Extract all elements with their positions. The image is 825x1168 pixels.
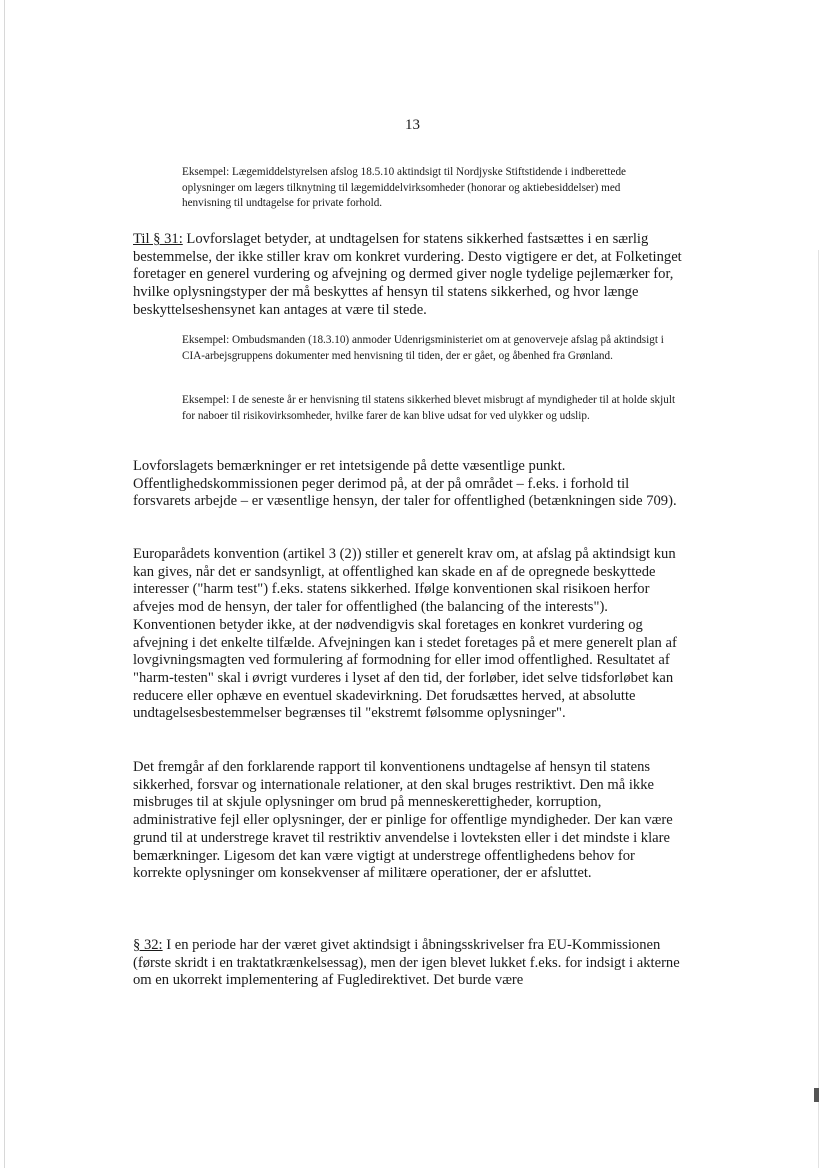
section-31-reference: Til § 31: — [133, 231, 183, 247]
scan-edge-right — [818, 250, 819, 1168]
page-number: 13 — [405, 117, 420, 133]
paragraph-council-of-europe: Europarådets konvention (artikel 3 (2)) stiller et generelt krav om, at afslag på aktindsigt kun kan gives, når det er sandsynligt, at offentlighed kan skade en af de opregnede beskyttede interesser ("harm test") f.eks. statens sikkerhed. Ifølge konventionen skal risikoen herfor afvejes mod de hensyn, der taler for offentlighed (the balancing of the interests"). Konventionen betyder ikke, at der nødvendigvis skal foretages en konkret vurdering og afvejning i det enkelte tilfælde. Afvejningen kan i stedet foretages på et mere generelt plan af lovgivningsmagten ved formulering af formodning for eller imod offentlighed. Resultatet af "harm-testen" skal i øvrigt vurderes i lyset af den tid, der forløber, idet selve tidsforløbet kan reducere eller ophæve en eventuel skadevirkning. Det forudsættes herved, at absolutte undtagelsesbestemmelser begrænses til "ekstremt følsomme oplysninger". — [133, 546, 677, 722]
paragraph-explanatory-report: Det fremgår af den forklarende rapport til konventionens undtagelse af hensyn til statens sikkerhed, forsvar og internationale relationer, at den skal bruges restriktivt. Den må ikke misbruges til at skjule oplysninger om brud på menneskerettigheder, korruption, administrative fejl eller oplysninger, der er pinlige for offentlige myndigheder. Der kan være grund til at understrege kravet til restriktiv anvendelse i lovteksten eller i det mindste i klare bemærkninger. Ligesom det kan være vigtigt at understrege offentlighedens behov for korrekte oplysninger om konsekvenser af militære operationer, der er afsluttet. — [133, 759, 673, 882]
paragraph-section-32 — [133, 937, 685, 990]
section-31-text: Lovforslaget betyder, at undtagelsen for statens sikkerhed fastsættes i en særlig bestemmelse, der ikke stiller krav om konkret vurdering. Desto vigtigere er det, at Folketinget foretager en generel vurdering og afvejning og dermed giver nogle tydelige pejlemærker for, hvilke oplysningstyper der må beskyttes af hensyn til statens sikkerhed, og hvor længe beskyttelseshensynet kan antages at være til stede. — [133, 231, 682, 318]
paragraph-section-31 — [133, 231, 685, 320]
scan-mark — [814, 1088, 819, 1102]
paragraph-remarks: Lovforslagets bemærkninger er ret intetsigende på dette væsentlige punkt. Offentlighedskommissionen peger derimod på, at der på området – f.eks. i forhold til forsvarets arbejde – er væsentlige hensyn, der taler for offentlighed (betænkningen side 709). — [133, 458, 677, 510]
example-block-3: Eksempel: I de seneste år er henvisning til statens sikkerhed blevet misbrugt af myndigheder til at holde skjult for naboer til risikovirksomheder, hvilke farer de kan blive udsat for ved ulykker og udslip. — [182, 394, 676, 422]
section-32-reference: § 32: — [133, 937, 163, 953]
example-block-1: Eksempel: Lægemiddelstyrelsen afslog 18.5.10 aktindsigt til Nordjyske Stiftstidende i indberettede oplysninger om lægers tilknytning til lægemiddelvirksomheder (honorar og aktiebesiddelser) med henvisning til undtagelse for private forhold. — [182, 166, 627, 209]
section-32-text: I en periode har der været givet aktindsigt i åbningsskrivelser fra EU-Kommissionen (første skridt i en traktatkrænkelsessag), men der igen blevet lukket f.eks. for indsigt i akterne om en ukorrekt implementering af Fugledirektivet. Det burde være — [133, 937, 680, 989]
scan-edge-left — [4, 0, 5, 1168]
example-block-2: Eksempel: Ombudsmanden (18.3.10) anmoder Udenrigsministeriet om at genoverveje afslag på aktindsigt i CIA-arbejsgruppens dokumenter med henvisning til tiden, der er gået, og åbenhed fra Grønland. — [182, 334, 664, 362]
